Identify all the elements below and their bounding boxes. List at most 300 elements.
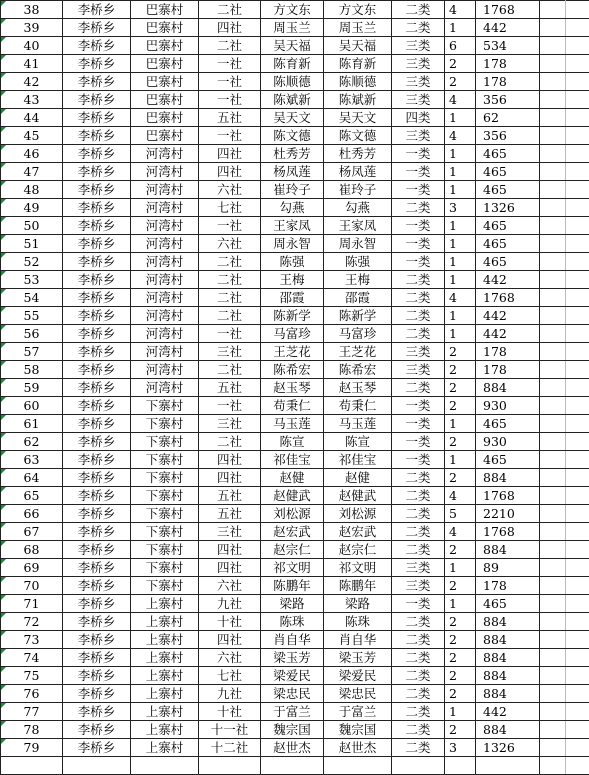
person-count-cell: 1 [445,703,476,721]
empty-cell-right [566,487,589,505]
row-number-cell: 39 [1,19,63,37]
table-row [1,19,589,37]
empty-cell-right [566,685,589,703]
group-cell: 五社 [199,379,261,397]
row-number-cell: 70 [1,577,63,595]
recipient-cell: 刘松源 [324,505,392,523]
village-cell: 下寨村 [131,415,199,433]
village-cell: 下寨村 [131,559,199,577]
recipient-cell: 马玉莲 [324,415,392,433]
group-cell: 二社 [199,37,261,55]
amount-cell: 178 [476,55,540,73]
township-cell: 李桥乡 [63,739,131,757]
category-cell: 一类 [392,415,445,433]
empty-cell [540,235,566,253]
amount-cell: 178 [476,73,540,91]
amount-cell: 465 [476,253,540,271]
empty-cell-right [566,343,589,361]
row-number-cell: 57 [1,343,63,361]
recipient-cell: 陈新学 [324,307,392,325]
village-cell: 巴寨村 [131,37,199,55]
amount-cell: 442 [476,703,540,721]
group-cell: 一社 [199,217,261,235]
group-cell: 一社 [199,325,261,343]
category-cell: 二类 [392,307,445,325]
category-cell: 三类 [392,37,445,55]
township-cell: 李桥乡 [63,487,131,505]
person-count-cell: 4 [445,127,476,145]
category-cell: 一类 [392,451,445,469]
recipient-cell: 马富珍 [324,325,392,343]
amount-cell: 1326 [476,199,540,217]
category-cell: 二类 [392,271,445,289]
household-head-cell: 赵宗仁 [261,541,324,559]
table-row [1,235,589,253]
group-cell: 四社 [199,451,261,469]
amount-cell: 1768 [476,523,540,541]
township-cell: 李桥乡 [63,1,131,19]
empty-cell-right [566,181,589,199]
household-head-cell: 梁路 [261,595,324,613]
group-cell: 二社 [199,271,261,289]
row-number-cell: 52 [1,253,63,271]
household-head-cell: 陈希宏 [261,361,324,379]
township-cell: 李桥乡 [63,19,131,37]
table-row [1,469,589,487]
row-number-cell: 78 [1,721,63,739]
person-count-cell: 2 [445,433,476,451]
empty-cell [540,307,566,325]
household-head-cell: 陈斌新 [261,91,324,109]
group-cell: 一社 [199,73,261,91]
row-number-cell: 61 [1,415,63,433]
empty-cell [540,577,566,595]
village-cell: 下寨村 [131,541,199,559]
recipient-cell: 崔玲子 [324,181,392,199]
township-cell: 李桥乡 [63,127,131,145]
village-cell: 河湾村 [131,379,199,397]
person-count-cell: 5 [445,505,476,523]
person-count-cell: 4 [445,91,476,109]
category-cell: 二类 [392,613,445,631]
household-head-cell: 王家凤 [261,217,324,235]
empty-cell-right [566,109,589,127]
empty-cell [540,37,566,55]
amount-cell: 465 [476,181,540,199]
category-cell: 二类 [392,487,445,505]
person-count-cell: 1 [445,163,476,181]
person-count-cell: 1 [445,415,476,433]
group-cell: 四社 [199,631,261,649]
person-count-cell: 4 [445,487,476,505]
person-count-cell: 1 [445,451,476,469]
empty-cell [540,379,566,397]
township-cell: 李桥乡 [63,649,131,667]
recipient-cell: 陈顺德 [324,73,392,91]
township-cell: 李桥乡 [63,163,131,181]
group-cell: 七社 [199,199,261,217]
empty-cell [540,181,566,199]
village-cell: 上寨村 [131,667,199,685]
group-cell: 一社 [199,127,261,145]
group-cell: 九社 [199,595,261,613]
recipient-cell: 杜秀芳 [324,145,392,163]
empty-cell [540,505,566,523]
empty-cell [540,757,566,775]
empty-cell-right [566,703,589,721]
village-cell: 河湾村 [131,343,199,361]
category-cell: 一类 [392,217,445,235]
row-number-cell: 43 [1,91,63,109]
empty-cell-right [566,739,589,757]
township-cell: 李桥乡 [63,667,131,685]
person-count-cell: 3 [445,199,476,217]
group-cell: 三社 [199,523,261,541]
empty-cell [540,271,566,289]
village-cell: 上寨村 [131,631,199,649]
category-cell: 二类 [392,649,445,667]
township-cell: 李桥乡 [63,523,131,541]
village-cell: 河湾村 [131,325,199,343]
table-row [1,433,589,451]
table-row [1,739,589,757]
village-cell: 河湾村 [131,181,199,199]
recipient-cell: 陈斌新 [324,91,392,109]
table-row [1,109,589,127]
amount-cell: 1768 [476,1,540,19]
table-row [1,127,589,145]
empty-cell-right [566,361,589,379]
group-cell: 二社 [199,307,261,325]
empty-cell-right [566,505,589,523]
group-cell: 四社 [199,469,261,487]
amount-cell: 2210 [476,505,540,523]
recipient-cell: 祁佳宝 [324,451,392,469]
row-number-cell: 75 [1,667,63,685]
empty-cell-right [566,721,589,739]
row-number-cell: 73 [1,631,63,649]
category-cell: 三类 [392,55,445,73]
category-cell: 二类 [392,685,445,703]
table-row [1,631,589,649]
group-cell: 四社 [199,559,261,577]
amount-cell: 884 [476,649,540,667]
row-number-cell: 66 [1,505,63,523]
recipient-cell: 苟秉仁 [324,397,392,415]
township-cell: 李桥乡 [63,271,131,289]
person-count-cell: 1 [445,235,476,253]
table-row [1,73,589,91]
category-cell: 三类 [392,361,445,379]
group-cell: 三社 [199,415,261,433]
category-cell: 三类 [392,577,445,595]
group-cell: 二社 [199,1,261,19]
village-cell: 上寨村 [131,595,199,613]
row-number-cell: 59 [1,379,63,397]
household-head-cell: 陈文德 [261,127,324,145]
group-cell: 六社 [199,235,261,253]
empty-cell [540,127,566,145]
empty-cell [1,757,63,775]
table-row [1,289,589,307]
empty-cell [199,757,261,775]
empty-cell [540,487,566,505]
township-cell: 李桥乡 [63,577,131,595]
category-cell: 二类 [392,1,445,19]
person-count-cell: 1 [445,253,476,271]
category-cell: 三类 [392,127,445,145]
empty-cell-right [566,631,589,649]
village-cell: 下寨村 [131,451,199,469]
township-cell: 李桥乡 [63,37,131,55]
village-cell: 下寨村 [131,505,199,523]
person-count-cell: 2 [445,721,476,739]
table-row [1,271,589,289]
group-cell: 五社 [199,505,261,523]
amount-cell: 465 [476,217,540,235]
row-number-cell: 49 [1,199,63,217]
empty-cell-right [566,55,589,73]
township-cell: 李桥乡 [63,433,131,451]
group-cell: 四社 [199,163,261,181]
table-row [1,163,589,181]
row-number-cell: 56 [1,325,63,343]
group-cell: 二社 [199,253,261,271]
household-head-cell: 周玉兰 [261,19,324,37]
household-head-cell: 梁忠民 [261,685,324,703]
empty-cell-right [566,397,589,415]
row-number-cell: 38 [1,1,63,19]
person-count-cell: 2 [445,631,476,649]
row-number-cell: 58 [1,361,63,379]
empty-cell-right [566,127,589,145]
township-cell: 李桥乡 [63,397,131,415]
recipient-cell: 方文东 [324,1,392,19]
amount-cell: 884 [476,541,540,559]
empty-cell [540,415,566,433]
row-number-cell: 71 [1,595,63,613]
village-cell: 巴寨村 [131,91,199,109]
person-count-cell: 2 [445,397,476,415]
township-cell: 李桥乡 [63,199,131,217]
row-number-cell: 46 [1,145,63,163]
table-row [1,199,589,217]
person-count-cell: 1 [445,595,476,613]
empty-cell [540,397,566,415]
amount-cell: 356 [476,127,540,145]
table-row [1,217,589,235]
empty-cell [445,757,476,775]
township-cell: 李桥乡 [63,613,131,631]
person-count-cell: 2 [445,379,476,397]
person-count-cell: 3 [445,739,476,757]
category-cell: 一类 [392,433,445,451]
village-cell: 巴寨村 [131,1,199,19]
person-count-cell: 2 [445,667,476,685]
amount-cell: 884 [476,721,540,739]
category-cell: 一类 [392,397,445,415]
row-number-cell: 67 [1,523,63,541]
group-cell: 一社 [199,397,261,415]
village-cell: 河湾村 [131,163,199,181]
row-number-cell: 69 [1,559,63,577]
amount-cell: 884 [476,685,540,703]
village-cell: 下寨村 [131,577,199,595]
empty-cell [540,163,566,181]
empty-cell-right [566,325,589,343]
village-cell: 上寨村 [131,721,199,739]
village-cell: 河湾村 [131,199,199,217]
row-number-cell: 40 [1,37,63,55]
village-cell: 上寨村 [131,703,199,721]
recipient-cell: 陈强 [324,253,392,271]
village-cell: 河湾村 [131,145,199,163]
household-head-cell: 梁爱民 [261,667,324,685]
group-cell: 十二社 [199,739,261,757]
empty-cell-right [566,307,589,325]
household-head-cell: 陈强 [261,253,324,271]
empty-cell-right [566,163,589,181]
row-number-cell: 62 [1,433,63,451]
amount-cell: 884 [476,379,540,397]
person-count-cell: 2 [445,541,476,559]
recipient-cell: 赵健武 [324,487,392,505]
table-row [1,325,589,343]
empty-cell-right [566,415,589,433]
row-number-cell: 48 [1,181,63,199]
row-number-cell: 51 [1,235,63,253]
group-cell: 六社 [199,577,261,595]
recipient-cell: 王家凤 [324,217,392,235]
empty-cell [392,757,445,775]
empty-cell-right [566,145,589,163]
household-head-cell: 赵健武 [261,487,324,505]
village-cell: 河湾村 [131,253,199,271]
village-cell: 巴寨村 [131,109,199,127]
township-cell: 李桥乡 [63,451,131,469]
table-row [1,451,589,469]
empty-cell [540,721,566,739]
empty-cell-right [566,379,589,397]
empty-cell-right [566,289,589,307]
empty-cell [540,667,566,685]
row-number-cell: 68 [1,541,63,559]
household-head-cell: 勾燕 [261,199,324,217]
group-cell: 十一社 [199,721,261,739]
person-count-cell: 1 [445,325,476,343]
row-number-cell: 64 [1,469,63,487]
category-cell: 二类 [392,325,445,343]
amount-cell: 465 [476,235,540,253]
category-cell: 一类 [392,235,445,253]
row-number-cell: 55 [1,307,63,325]
table-row [1,145,589,163]
category-cell: 二类 [392,289,445,307]
empty-cell-right [566,523,589,541]
township-cell: 李桥乡 [63,721,131,739]
amount-cell: 178 [476,577,540,595]
township-cell: 李桥乡 [63,325,131,343]
table-row [1,397,589,415]
village-cell: 上寨村 [131,649,199,667]
household-head-cell: 王梅 [261,271,324,289]
amount-cell: 884 [476,469,540,487]
empty-cell [540,325,566,343]
amount-cell: 884 [476,631,540,649]
recipient-cell: 陈育新 [324,55,392,73]
category-cell: 一类 [392,253,445,271]
household-head-cell: 陈新学 [261,307,324,325]
group-cell: 三社 [199,343,261,361]
household-head-cell: 崔玲子 [261,181,324,199]
category-cell: 四类 [392,109,445,127]
empty-cell [540,1,566,19]
household-head-cell: 陈宣 [261,433,324,451]
township-cell: 李桥乡 [63,361,131,379]
table-row [1,667,589,685]
recipient-cell: 周玉兰 [324,19,392,37]
empty-cell [540,343,566,361]
empty-cell [540,649,566,667]
empty-cell-right [566,595,589,613]
table-row [1,505,589,523]
recipient-cell: 杨凤莲 [324,163,392,181]
group-cell: 十社 [199,703,261,721]
empty-cell [540,451,566,469]
empty-cell [540,145,566,163]
person-count-cell: 2 [445,343,476,361]
category-cell: 二类 [392,667,445,685]
township-cell: 李桥乡 [63,541,131,559]
village-cell: 下寨村 [131,397,199,415]
group-cell: 六社 [199,649,261,667]
person-count-cell: 1 [445,559,476,577]
recipient-cell: 肖自华 [324,631,392,649]
empty-cell-right [566,577,589,595]
empty-cell-right [566,469,589,487]
recipient-cell: 赵健 [324,469,392,487]
empty-cell [540,55,566,73]
empty-cell [540,253,566,271]
group-cell: 十社 [199,613,261,631]
row-number-cell: 45 [1,127,63,145]
group-cell: 二社 [199,433,261,451]
person-count-cell: 2 [445,613,476,631]
category-cell: 二类 [392,379,445,397]
amount-cell: 534 [476,37,540,55]
empty-cell-right [566,253,589,271]
amount-cell: 356 [476,91,540,109]
category-cell: 二类 [392,703,445,721]
household-head-cell: 刘松源 [261,505,324,523]
table-row [1,649,589,667]
group-cell: 一社 [199,55,261,73]
recipient-cell: 赵宏武 [324,523,392,541]
township-cell: 李桥乡 [63,289,131,307]
amount-cell: 442 [476,19,540,37]
village-cell: 巴寨村 [131,19,199,37]
empty-cell [540,739,566,757]
village-cell: 上寨村 [131,613,199,631]
group-cell: 五社 [199,487,261,505]
household-head-cell: 吴天福 [261,37,324,55]
household-head-cell: 赵宏武 [261,523,324,541]
category-cell: 三类 [392,343,445,361]
recipient-cell: 勾燕 [324,199,392,217]
table-row [1,361,589,379]
amount-cell: 884 [476,667,540,685]
township-cell: 李桥乡 [63,595,131,613]
